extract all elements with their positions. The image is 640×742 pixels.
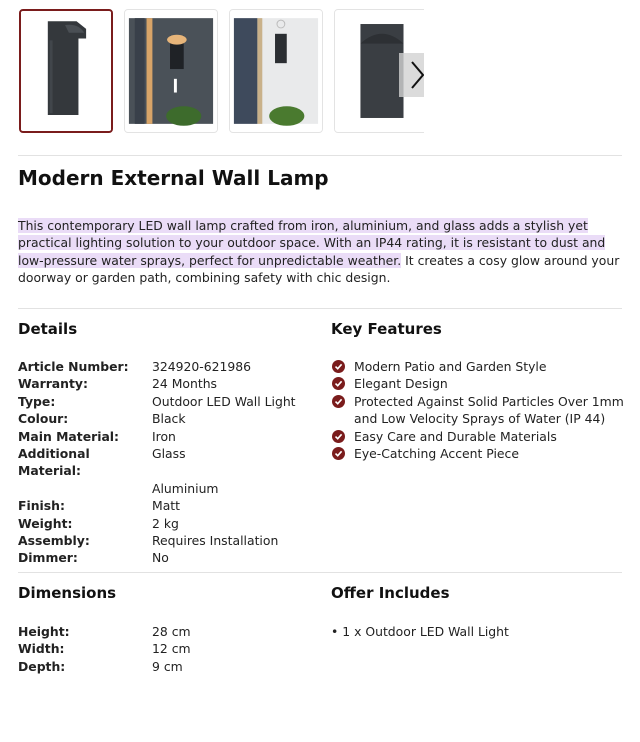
product-description — [18, 217, 622, 287]
thumbnail-2[interactable] — [124, 9, 218, 133]
spec-row — [18, 358, 332, 375]
spec-row — [18, 428, 332, 445]
description-text: It creates a cosy glow around your doorway or garden path, combining safety with chic design. — [18, 252, 620, 286]
spec-label: Warranty: — [18, 376, 88, 392]
feature-text: Eye-Catching Accent Piece — [354, 446, 519, 462]
spec-row — [18, 480, 332, 497]
spec-label: Main Material: — [18, 428, 120, 444]
image-gallery — [19, 9, 424, 133]
dimension-row — [18, 640, 332, 657]
spec-label: Additional Material: — [18, 446, 90, 479]
check-circle-icon — [332, 430, 345, 443]
spec-label: Article Number: — [18, 359, 129, 374]
spec-value: Iron — [152, 428, 176, 444]
lamp-product-front-image — [21, 11, 111, 131]
feature-item — [331, 393, 626, 428]
check-circle-icon — [332, 447, 345, 460]
spec-value: No — [152, 550, 169, 566]
spec-row — [18, 532, 332, 549]
dimension-row — [18, 658, 332, 675]
feature-item — [331, 445, 626, 462]
divider — [18, 308, 622, 309]
spec-value: 24 Months — [152, 376, 217, 392]
feature-item — [331, 375, 626, 392]
spec-row — [18, 445, 332, 480]
spec-label: Assembly: — [18, 533, 90, 549]
spec-label: Finish: — [18, 498, 65, 514]
check-circle-icon — [332, 360, 345, 373]
highlighted-text: This contemporary LED wall lamp crafted from iron, aluminium, and glass adds a stylish yet practical lighting solution to your outdoor space. With an IP44 rating, it is resistant to dust and low-pressure water sprays, perfect for unpredictable weather. — [18, 218, 606, 268]
dimension-label: Depth: — [18, 658, 66, 674]
spec-label: Type: — [18, 393, 56, 409]
spec-value: Requires Installation — [152, 533, 279, 549]
dimension-value: 12 cm — [152, 641, 191, 657]
spec-row — [18, 410, 332, 427]
divider — [18, 572, 622, 573]
spec-value: Black — [152, 411, 186, 427]
spec-row — [18, 375, 332, 392]
feature-text: Elegant Design — [354, 376, 448, 392]
feature-text: Easy Care and Durable Materials — [354, 428, 557, 444]
thumbnail-1[interactable] — [19, 9, 113, 133]
dimensions-list — [18, 623, 332, 675]
feature-text: Modern Patio and Garden Style — [354, 359, 547, 374]
spec-row — [18, 497, 332, 514]
spec-value: Glass — [152, 446, 186, 462]
key-features-heading: Key Features — [331, 320, 442, 338]
details-list — [18, 358, 332, 567]
spec-value: 324920-621986 — [152, 359, 252, 374]
offer-item: • 1 x Outdoor LED Wall Light — [331, 624, 509, 639]
offer-includes-heading: Offer Includes — [331, 584, 450, 602]
spec-value: Matt — [152, 498, 180, 514]
divider — [18, 155, 622, 156]
thumbnail-3[interactable] — [229, 9, 323, 133]
spec-label: Dimmer: — [18, 550, 78, 566]
dimension-label: Width: — [18, 641, 65, 657]
product-title: Modern External Wall Lamp — [18, 166, 329, 190]
dimensions-heading: Dimensions — [18, 584, 117, 602]
lamp-lit-on-wall-image — [125, 10, 217, 132]
spec-label — [18, 480, 152, 497]
dimension-row — [18, 623, 332, 640]
details-heading: Details — [18, 320, 78, 338]
gallery-next-button[interactable] — [399, 53, 424, 97]
spec-value: Outdoor LED Wall Light — [152, 393, 296, 409]
feature-item — [331, 428, 626, 445]
lamp-on-house-wall-image — [230, 10, 322, 132]
feature-item — [331, 358, 626, 375]
spec-label: Weight: — [18, 515, 73, 531]
chevron-right-icon — [407, 59, 424, 91]
spec-label: Colour: — [18, 411, 69, 427]
dimension-value: 9 cm — [152, 658, 183, 674]
dimension-label: Height: — [18, 624, 70, 639]
spec-row — [18, 549, 332, 566]
offer-list — [331, 623, 509, 640]
spec-value: 2 kg — [152, 515, 179, 531]
check-circle-icon — [332, 395, 345, 408]
spec-row — [18, 515, 332, 532]
spec-value: Aluminium — [152, 480, 219, 496]
feature-text: Protected Against Solid Particles Over 1mm and Low Velocity Sprays of Water (IP 44) — [354, 393, 624, 427]
dimension-value: 28 cm — [152, 624, 191, 639]
spec-row — [18, 393, 332, 410]
check-circle-icon — [332, 377, 345, 390]
key-features-list — [331, 358, 626, 462]
